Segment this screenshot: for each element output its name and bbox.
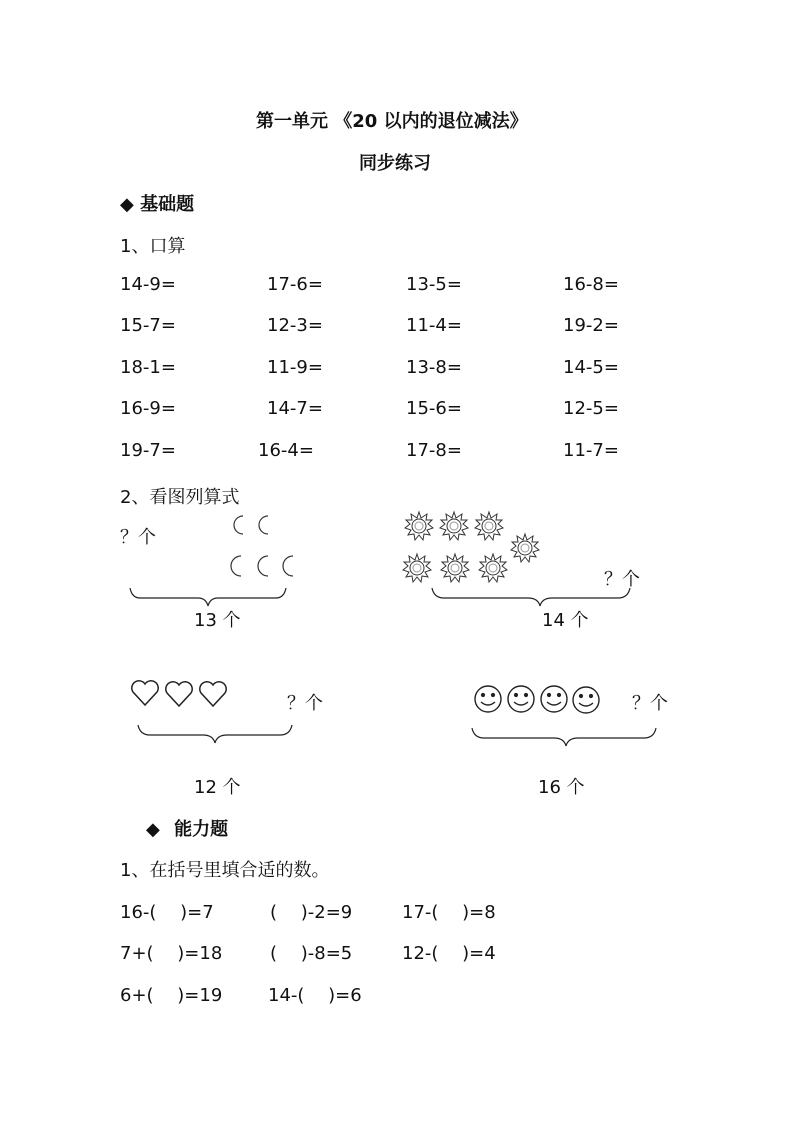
calc-item: 15-6=: [406, 398, 462, 419]
page-subtitle: 同步练习: [359, 153, 431, 174]
fill-item: ( )-8=5: [270, 943, 353, 964]
sun-icon: [405, 512, 433, 540]
fill-item: 17-( )=8: [402, 902, 496, 923]
suns-total-text: 14 个: [542, 610, 589, 631]
question-fill-brackets-label: 1、在括号里填合适的数。: [120, 860, 330, 881]
brace-suns: [432, 588, 630, 606]
moons-total-text: 13 个: [194, 610, 241, 631]
crescent-moon-icon: [259, 516, 268, 534]
fill-item: 14-( )=6: [268, 985, 362, 1006]
sun-icon: [479, 554, 507, 582]
heart-icon: [200, 682, 226, 706]
calc-item: 12-3=: [267, 315, 323, 336]
smiley-face-icon: [573, 687, 599, 713]
calc-item: 11-9=: [267, 357, 323, 378]
sun-icon: [440, 512, 468, 540]
fill-item: 16-( )=7: [120, 902, 214, 923]
calc-item: 17-6=: [267, 274, 323, 295]
moons-question-text: ？个: [120, 527, 156, 548]
fill-item: 7+( )=18: [120, 943, 223, 964]
calc-item: 16-9=: [120, 398, 176, 419]
brace-hearts: [138, 725, 292, 743]
calc-item: 17-8=: [406, 440, 462, 461]
calc-item: 16-4=: [258, 440, 314, 461]
suns-question-text: ？个: [604, 569, 640, 590]
diamond-bullet-icon: ◆: [120, 194, 134, 215]
calc-item: 14-9=: [120, 274, 176, 295]
calc-item: 18-1=: [120, 357, 176, 378]
calc-item: 16-8=: [563, 274, 619, 295]
sun-icon: [475, 512, 503, 540]
fill-item: 12-( )=4: [402, 943, 496, 964]
question-oral-calc-label: 1、口算: [120, 236, 186, 257]
fill-item: 6+( )=19: [120, 985, 223, 1006]
calc-item: 14-5=: [563, 357, 619, 378]
smiley-face-icon: [475, 686, 501, 712]
question-picture-equation-label: 2、看图列算式: [120, 487, 240, 508]
hearts-total-text: 12 个: [194, 777, 241, 798]
crescent-moon-icon: [231, 556, 241, 576]
smiley-face-icon: [508, 686, 534, 712]
page-title: 第一单元 《20 以内的退位减法》: [256, 111, 528, 132]
calc-item: 12-5=: [563, 398, 619, 419]
calc-item: 19-2=: [563, 315, 619, 336]
calc-item: 11-4=: [406, 315, 462, 336]
calc-item: 13-5=: [406, 274, 462, 295]
diamond-bullet-icon: ◆: [146, 819, 160, 840]
section-basic-label: 基础题: [140, 194, 195, 215]
calc-item: 11-7=: [563, 440, 619, 461]
calc-item: 14-7=: [267, 398, 323, 419]
heart-icon: [166, 682, 192, 706]
calc-item: 13-8=: [406, 357, 462, 378]
sun-icon: [511, 534, 539, 562]
section-ability-heading: [146, 815, 228, 841]
hearts-question-text: ？个: [287, 693, 323, 714]
brace-smileys: [472, 728, 656, 746]
fill-item: ( )-2=9: [270, 902, 353, 923]
calc-item: 15-7=: [120, 315, 176, 336]
smileys-question-text: ？个: [632, 693, 668, 714]
section-ability-label: 能力题: [174, 819, 229, 840]
smiley-face-icon: [541, 686, 567, 712]
smileys-total-text: 16 个: [538, 777, 585, 798]
heart-icon: [132, 681, 158, 705]
crescent-moon-icon: [258, 556, 268, 576]
brace-moons: [130, 588, 286, 606]
crescent-moon-icon: [283, 556, 293, 576]
calc-item: 19-7=: [120, 440, 176, 461]
sun-icon: [441, 554, 469, 582]
sun-icon: [403, 554, 431, 582]
crescent-moon-icon: [234, 516, 243, 534]
